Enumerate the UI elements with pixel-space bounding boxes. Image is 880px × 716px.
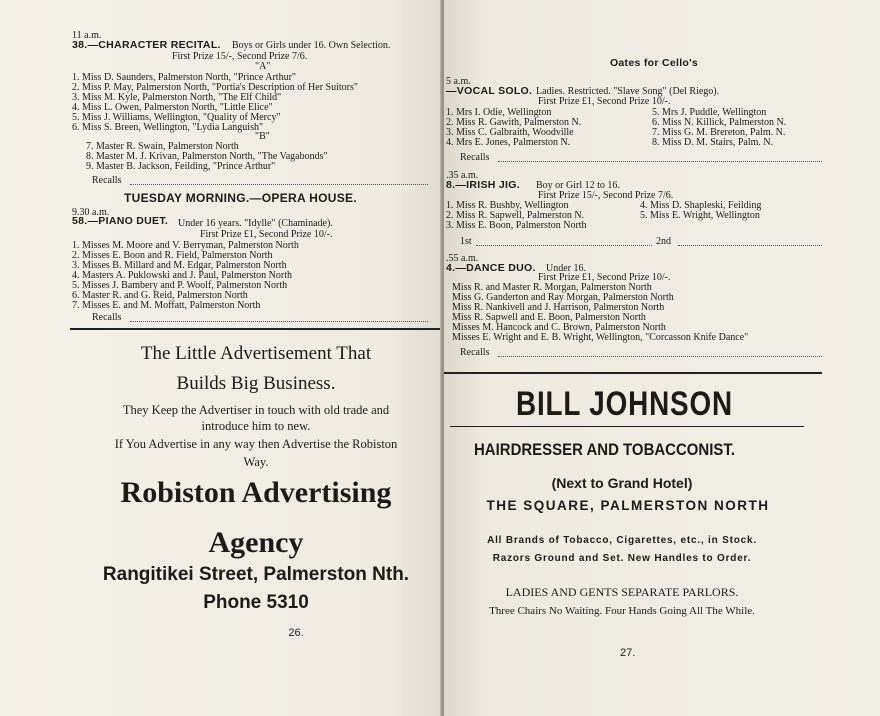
advert-text: Razors Ground and Set. New Handles to Order. [492, 553, 752, 564]
right-page [444, 0, 880, 716]
list-item: 2. Miss R. Sapwell, Palmerston N. [446, 210, 585, 221]
page-number: 26. [288, 627, 304, 639]
list-item: 1. Miss D. Saunders, Palmerston North, "Prince Arthur" [72, 72, 296, 83]
first-place-label: 1st [460, 236, 472, 247]
recalls-line [498, 356, 822, 357]
advertiser-name: BILL JOHNSON [516, 385, 733, 423]
event-description: Boys or Girls under 16. Own Selection. [232, 40, 391, 51]
advertiser-trade: HAIRDRESSER AND TOBACCONIST. [474, 440, 736, 459]
event-title: 38.—CHARACTER RECITAL. [72, 39, 221, 51]
list-item: 8. Miss D. M. Stairs, Palm. N. [652, 137, 774, 148]
section-heading: TUESDAY MORNING.—OPERA HOUSE. [124, 191, 357, 205]
divider [444, 372, 822, 374]
event-description: Ladies. Restricted. "Slave Song" (Del Riego). [536, 86, 720, 97]
list-item: 1. Miss R. Bushby, Wellington [446, 200, 569, 211]
list-item: Misses M. Hancock and C. Brown, Palmerston North [452, 322, 666, 333]
list-item: Miss R. and Master R. Morgan, Palmerston North [452, 282, 652, 293]
page-header-ad: Oates for Cello's [609, 57, 699, 69]
session-time: .35 a.m. [446, 170, 479, 181]
list-item: 5. Misses J. Bambery and P. Woolf, Palmerston North [72, 280, 288, 291]
event-description: Under 16 years. "Idylle" (Chaminade). [178, 218, 333, 229]
list-item: 1. Misses M. Moore and V. Berryman, Palmerston North [72, 240, 299, 251]
list-item: 5. Mrs J. Puddle, Wellington [652, 107, 767, 118]
list-item: 1. Mrs I. Odie, Wellington [446, 107, 552, 118]
event-title: 58.—PIANO DUET. [72, 215, 169, 227]
advert-text: introduce him to new. [201, 419, 311, 433]
list-item: Miss R. Nankivell and J. Harrison, Palmerston North [452, 302, 665, 313]
recalls-line [130, 321, 428, 322]
session-time: 9.30 a.m. [72, 207, 110, 218]
recalls-label: Recalls [460, 152, 490, 163]
recalls-line [130, 184, 428, 185]
group-label: "A" [255, 61, 271, 72]
event-title: 4.—DANCE DUO. [446, 262, 536, 274]
list-item: 4. Miss D. Shapleski, Feilding [640, 200, 762, 211]
event-title: —VOCAL SOLO. [446, 85, 533, 97]
list-item: Miss R. Sapwell and E. Boon, Palmerston North [452, 312, 646, 323]
list-item: 3. Misses B. Millard and M. Edgar, Palmerston North [72, 260, 287, 271]
event-prizes: First Prize 15/-, Second Prize 7/6. [538, 190, 674, 201]
list-item: 3. Miss E. Boon, Palmerston North [446, 220, 587, 231]
event-prizes: First Prize £1, Second Prize 10/-. [538, 96, 671, 107]
advert-text: All Brands of Tobacco, Cigarettes, etc., in Stock. [487, 535, 757, 546]
list-item: 7. Misses E. and M. Moffatt, Palmerston North [72, 300, 261, 311]
list-item: 4. Masters A. Puklowski and J. Paul, Palmerston North [72, 270, 292, 281]
event-title: 8.—IRISH JIG. [446, 179, 520, 191]
list-item: 9. Master B. Jackson, Feilding, "Prince Arthur" [86, 161, 276, 172]
list-item: 5. Miss J. Williams, Wellington, "Quality of Mercy" [72, 112, 281, 123]
advert-text: LADIES AND GENTS SEPARATE PARLORS. [505, 585, 739, 599]
advertiser-address: THE SQUARE, PALMERSTON NORTH [486, 498, 770, 513]
advert-text: Way. [243, 455, 269, 469]
session-time: .55 a.m. [446, 253, 479, 264]
page-number: 27. [620, 647, 636, 659]
list-item: Misses E. Wright and E. B. Wright, Wellington, "Corcasson Knife Dance" [452, 332, 749, 343]
advert-text: If You Advertise in any way then Advertise the Robiston [114, 437, 398, 451]
event-prizes: First Prize 15/-, Second Prize 7/6. [172, 51, 308, 62]
second-place-label: 2nd [656, 236, 671, 247]
list-item: 6. Miss N. Killick, Palmerston N. [652, 117, 787, 128]
advert-slogan: Builds Big Business. [176, 373, 336, 394]
advertiser-phone: Phone 5310 [203, 592, 309, 613]
list-item: 4. Mrs E. Jones, Palmerston N. [446, 137, 571, 148]
list-item: 2. Misses E. Boon and R. Field, Palmerston North [72, 250, 273, 261]
advertiser-location: (Next to Grand Hotel) [551, 475, 693, 491]
list-item: Miss G. Ganderton and Ray Morgan, Palmerston North [452, 292, 674, 303]
list-item: 2. Miss R. Gawith, Palmerston N. [446, 117, 582, 128]
session-time: 11 a.m. [72, 30, 102, 41]
list-item: 6. Master R. and G. Reid, Palmerston North [72, 290, 248, 301]
recalls-label: Recalls [92, 175, 122, 186]
list-item: 3. Miss C. Galbraith, Woodville [446, 127, 574, 138]
event-description: Boy or Girl 12 to 16. [536, 180, 620, 191]
advert-divider [450, 426, 804, 427]
event-description: Under 16. [546, 263, 586, 274]
second-place-line [678, 245, 822, 246]
list-item: 4. Miss L. Owen, Palmerston North, "Little Elice" [72, 102, 273, 113]
list-item: 7. Master R. Swain, Palmerston North [86, 141, 239, 152]
first-place-line [476, 245, 652, 246]
list-item: 3. Miss M. Kyle, Palmerston North, "The Elf Child" [72, 92, 282, 103]
advert-text: Three Chairs No Waiting. Four Hands Going All The While. [489, 605, 755, 617]
list-item: 8. Master M. J. Krivan, Palmerston North, "The Vagabonds" [86, 151, 328, 162]
advert-slogan: The Little Advertisement That [140, 343, 372, 364]
list-item: 7. Miss G. M. Brereton, Palm. N. [652, 127, 786, 138]
list-item: 6. Miss S. Breen, Wellington, "Lydia Languish" [72, 122, 264, 133]
list-item: 2. Miss P. May, Palmerston North, "Portia's Description of Her Suitors" [72, 82, 358, 93]
list-item: 5. Miss E. Wright, Wellington [640, 210, 760, 221]
recalls-label: Recalls [460, 347, 490, 358]
recalls-line [498, 161, 822, 162]
divider [70, 328, 442, 330]
event-prizes: First Prize £1, Second Prize 10/-. [200, 229, 333, 240]
advertiser-name: Agency [208, 526, 304, 559]
session-time: 5 a.m. [446, 76, 471, 87]
advert-text: They Keep the Advertiser in touch with old trade and [122, 403, 390, 417]
advertiser-name: Robiston Advertising [120, 476, 392, 509]
group-label: "B" [255, 131, 270, 142]
recalls-label: Recalls [92, 312, 122, 323]
event-prizes: First Prize £1, Second Prize 10/-. [538, 272, 671, 283]
advertiser-address: Rangitikei Street, Palmerston Nth. [102, 564, 410, 585]
